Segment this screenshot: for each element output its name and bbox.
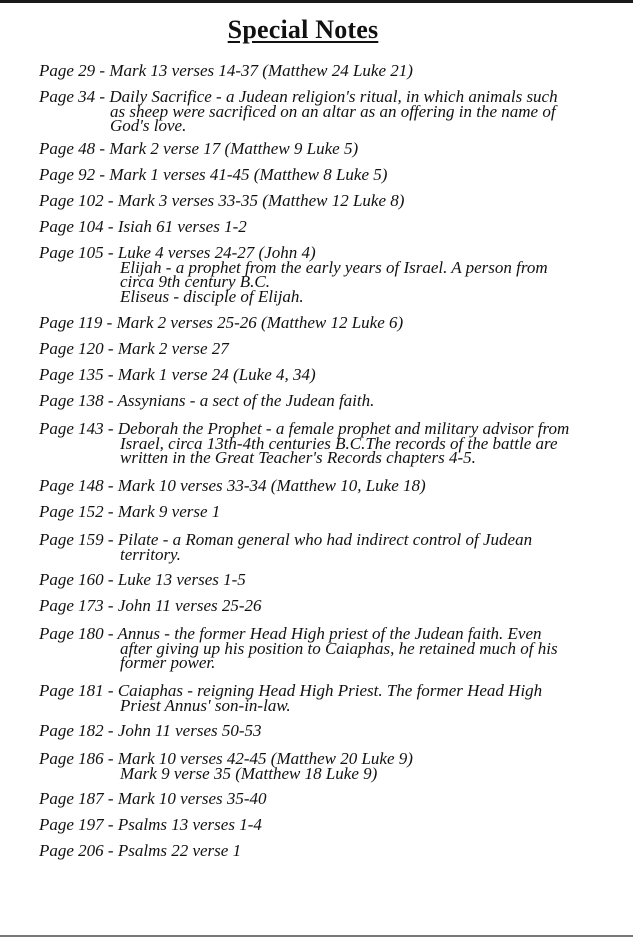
note-item: [39, 530, 533, 564]
note-entry: Page 143 - Deborah the Prophet - a female prophet and military advisor from: [39, 419, 570, 438]
note-entry: Page 182 - John 11 verses 50-53: [39, 721, 262, 740]
note-item: [39, 391, 375, 410]
note-entry: Page 159 - Pilate - a Roman general who had indirect control of Judean: [39, 530, 533, 549]
note-item: [39, 365, 316, 384]
note-item: [39, 624, 558, 672]
note-item: [39, 139, 359, 158]
note-entry: Page 187 - Mark 10 verses 35-40: [39, 789, 267, 808]
note-continuation: Priest Annus' son-in-law.: [120, 695, 291, 715]
note-entry: Page 181 - Caiaphas - reigning Head High Priest. The former Head High: [39, 681, 543, 700]
note-item: [39, 476, 426, 495]
note-continuation: Mark 9 verse 35 (Matthew 18 Luke 9): [120, 763, 378, 783]
note-entry: Page 148 - Mark 10 verses 33-34 (Matthew 10, Luke 18): [39, 476, 426, 495]
note-entry: Page 120 - Mark 2 verse 27: [39, 339, 229, 358]
note-entry: Page 34 - Daily Sacrifice - a Judean religion's ritual, in which animals such: [39, 87, 558, 106]
note-continuation: former power.: [120, 653, 216, 672]
note-continuation: after giving up his position to Caiaphas, he retained much of his: [120, 638, 558, 658]
note-item: [39, 681, 543, 715]
note-item: [39, 87, 558, 135]
top-border: [0, 0, 633, 3]
note-entry: Page 29 - Mark 13 verses 14-37 (Matthew 24 Luke 21): [39, 61, 413, 80]
note-item: [39, 749, 413, 783]
note-entry: Page 119 - Mark 2 verses 25-26 (Matthew 12 Luke 6): [39, 313, 404, 332]
note-continuation: God's love.: [110, 116, 187, 135]
note-entry: Page 92 - Mark 1 verses 41-45 (Matthew 8 Luke 5): [39, 165, 388, 184]
note-item: [39, 721, 262, 740]
note-item: [39, 165, 388, 184]
note-item: [39, 419, 570, 467]
note-entry: Page 104 - Isiah 61 verses 1-2: [39, 217, 247, 236]
note-continuation: Elijah - a prophet from the early years of Israel. A person from: [120, 257, 548, 277]
note-entry: Page 197 - Psalms 13 verses 1-4: [39, 815, 262, 834]
note-item: [39, 217, 247, 236]
note-item: [39, 841, 242, 860]
note-entry: Page 135 - Mark 1 verse 24 (Luke 4, 34): [39, 365, 316, 384]
note-item: [39, 789, 267, 808]
note-entry: Page 160 - Luke 13 verses 1-5: [39, 570, 246, 589]
page-title: Special Notes: [227, 15, 379, 44]
note-item: [39, 243, 548, 306]
note-entry: Page 180 - Annus - the former Head High priest of the Judean faith. Even: [39, 624, 542, 643]
note-entry: Page 138 - Assynians - a sect of the Judean faith.: [39, 391, 375, 410]
note-continuation: written in the Great Teacher's Records chapters 4-5.: [120, 448, 476, 467]
note-entry: Page 206 - Psalms 22 verse 1: [39, 841, 242, 860]
note-item: [39, 339, 229, 358]
note-entry: Page 105 - Luke 4 verses 24-27 (John 4): [39, 243, 316, 262]
note-item: [39, 815, 262, 834]
note-entry: Page 48 - Mark 2 verse 17 (Matthew 9 Luke 5): [39, 139, 359, 158]
note-item: [39, 61, 413, 80]
note-item: [39, 313, 404, 332]
note-item: [39, 191, 405, 210]
note-continuation: Eliseus - disciple of Elijah.: [120, 286, 304, 306]
note-entry: Page 173 - John 11 verses 25-26: [39, 596, 262, 615]
note-entry: Page 102 - Mark 3 verses 33-35 (Matthew 12 Luke 8): [39, 191, 405, 210]
note-item: [39, 570, 246, 589]
note-continuation: Israel, circa 13th-4th centuries B.C.The records of the battle are: [120, 433, 558, 453]
note-item: [39, 596, 262, 615]
note-continuation: circa 9th century B.C.: [120, 272, 270, 291]
note-entry: Page 186 - Mark 10 verses 42-45 (Matthew 20 Luke 9): [39, 749, 413, 768]
note-item: [39, 502, 221, 521]
note-continuation: as sheep were sacrificed on an altar as an offering in the name of: [110, 101, 556, 121]
note-entry: Page 152 - Mark 9 verse 1: [39, 502, 221, 521]
note-continuation: territory.: [120, 544, 181, 564]
